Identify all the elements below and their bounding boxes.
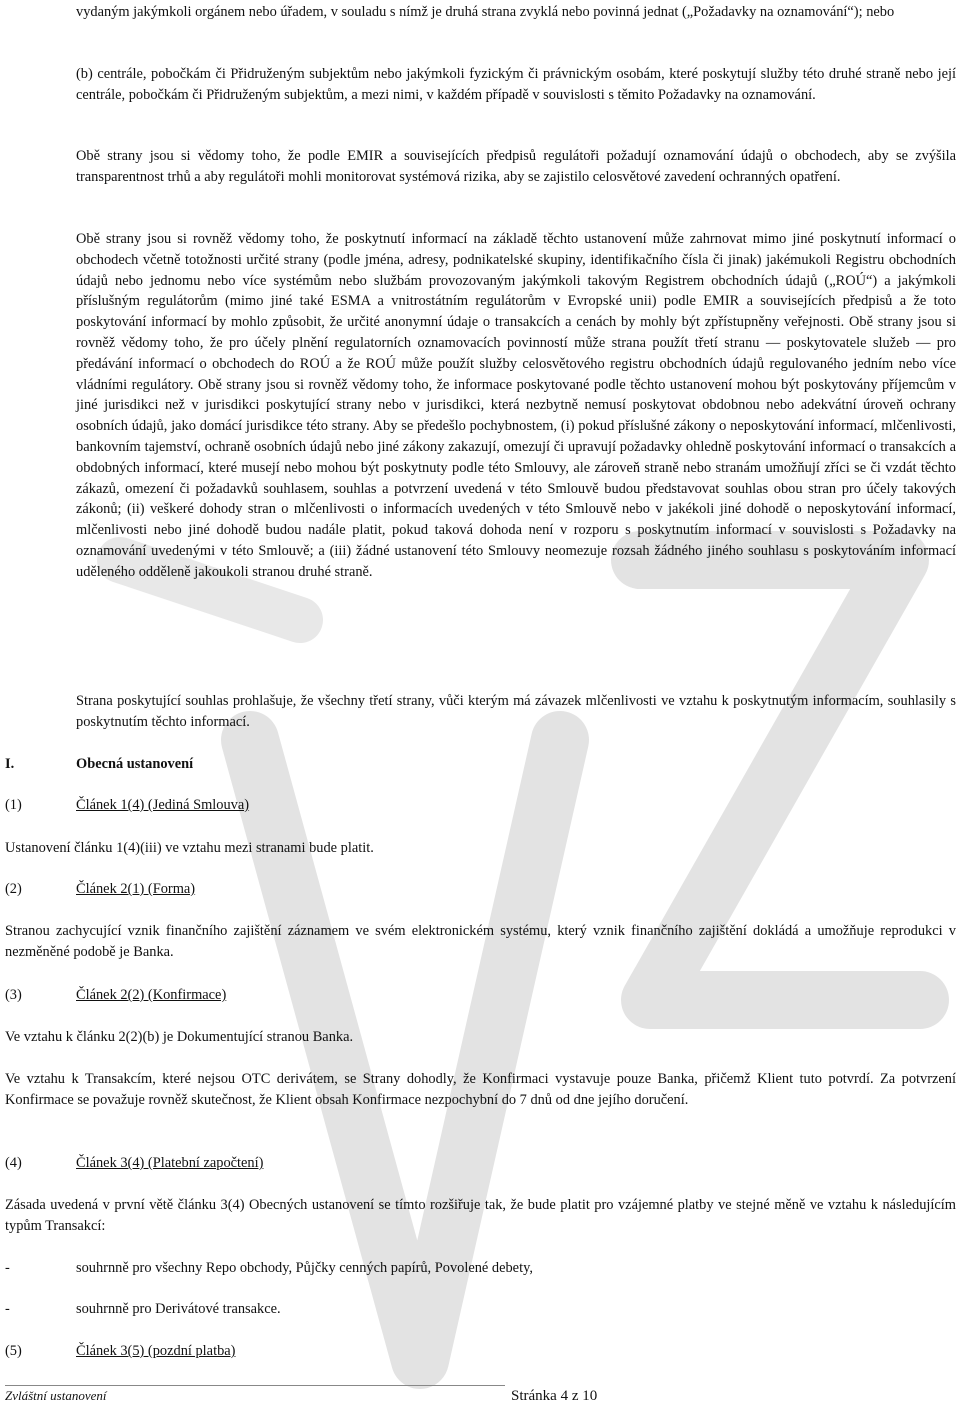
list-dash: -: [5, 1301, 10, 1317]
article-title: Článek 3(5) (pozdní platba): [76, 1343, 236, 1359]
list-item: [5, 1258, 533, 1279]
list-item-text: souhrnně pro všechny Repo obchody, Půjčky cenných papírů, Povolené debety,: [76, 1260, 533, 1276]
article-heading-2: [5, 879, 195, 900]
article-title: Článek 3(4) (Platební započtení): [76, 1155, 264, 1171]
paragraph-p2: (b) centrále, pobočkám či Přidruženým subjektům nebo jakýmkoli fyzickým či právnickým osobám, které poskytují služby této druhé straně nebo její centrále, pobočkám či Přidruženým subjektům, a mezi nimi, v každém případě v souvislosti s těmito Požadavky na oznamování.: [76, 66, 956, 103]
paragraph-p3: Obě strany jsou si vědomy toho, že podle EMIR a souvisejících předpisů regulátoři požadují oznamování údajů o obchodech, aby se zvýšila transparentnost trhů a aby regulátoři mohli monitorovat systémová rizika, aby se zajistilo celosvětové zavedení ochranných opatření.: [76, 148, 956, 185]
article-number: (1): [5, 797, 22, 813]
article-3-text-b: Ve vztahu k Transakcím, které nejsou OTC derivátem, se Strany dohodly, že Konfirmaci vystavuje pouze Banka, přičemž Klient tuto potvrdí. Za potvrzení Konfirmace se považuje rovněž skutečnost, že Klient obsah Konfirmace nezpochybní do 7 dnů od dne jejího doručení.: [5, 1071, 956, 1108]
article-3-text-a: Ve vztahu k článku 2(2)(b) je Dokumentující stranou Banka.: [5, 1029, 354, 1045]
paragraph-p5: Strana poskytující souhlas prohlašuje, že všechny třetí strany, vůči kterým má závazek mlčenlivosti ve vztahu k poskytnutým informacím, souhlasily s poskytnutím těchto informací.: [76, 693, 956, 730]
paragraph-p1: vydaným jakýmkoli orgánem nebo úřadem, v souladu s nímž je druhá strana zvyklá nebo povinná jednat („Požadavky na oznamování“); nebo: [76, 4, 895, 20]
article-title: Článek 2(1) (Forma): [76, 881, 196, 897]
section-number: I.: [5, 756, 15, 772]
list-dash: -: [5, 1260, 10, 1276]
article-heading-1: [5, 795, 249, 816]
footer-document-name: Zvláštní ustanovení: [5, 1388, 107, 1403]
article-2-text: Stranou zachycující vznik finančního zajištění záznamem ve svém elektronickém systému, který vznik finančního zajištění dokládá a umožňuje reprodukci v nezměněné podobě je Banka.: [5, 923, 956, 960]
article-number: (3): [5, 987, 22, 1003]
article-number: (5): [5, 1343, 22, 1359]
article-title: Článek 2(2) (Konfirmace): [76, 987, 227, 1003]
article-number: (2): [5, 881, 22, 897]
footer-page-number: Stránka 4 z 10: [511, 1388, 598, 1404]
article-1-text: Ustanovení článku 1(4)(iii) ve vztahu mezi stranami bude platit.: [5, 840, 374, 856]
list-item-text: souhrnně pro Derivátové transakce.: [76, 1301, 281, 1317]
article-heading-3: [5, 985, 226, 1006]
list-item: [5, 1299, 281, 1320]
article-heading-5: [5, 1341, 235, 1362]
article-number: (4): [5, 1155, 22, 1171]
footer-divider: [5, 1385, 505, 1386]
section-heading: [5, 754, 193, 775]
section-title: Obecná ustanovení: [76, 756, 194, 772]
paragraph-p4: Obě strany jsou si rovněž vědomy toho, že poskytnutí informací na základě těchto ustanovení může zahrnovat mimo jiné poskytnutí informací o obchodech včetně totožnosti určité strany (podle jména, adresy, podnikatelské skupiny, identifikačního čísla či jinak) jakémukoli Registru obchodních údajů nebo jednomu nebo více systémům nebo službám provozovaným jakýmkoli takovým Registrem obchodních údajů („ROÚ“) a jakýmkoli příslušným regulátorům (mimo jiné také ESMA a vnitrostátním regulátorům v Evropské unii) podle EMIR a souvisejících předpisů a že toto poskytování informací by mohlo způsobit, že určité anonymní údaje o transakcích a cenách by mohly být zpřístupněny veřejnosti. Obě strany jsou si rovněž vědomy toho, že pro účely plnění regulatorních oznamovacích povinností může strana použít třetí stranu — poskytovatele služeb — pro předávání informací o obchodech do ROÚ a že ROÚ může použít služby celosvětového registru obchodních údajů regulovaného jedním nebo více vládními regulátory. Obě strany jsou si rovněž vědomy toho, že informace poskytované podle těchto ustanovení mohou být poskytovány příjemcům v jiné jurisdikci než v jurisdikci poskytující strany nebo v jurisdikci, která nezbytně nemusí poskytovat obdobnou nebo adekvátní úroveň ochrany osobních údajů, jako domácí jurisdikce této strany. Aby se předešlo pochybnostem, (i) pokud příslušné zákony o neposkytování informací, mlčenlivosti, bankovním tajemství, ochraně osobních údajů nebo jiné zákony zakazují, omezují či upravují požadavky ohledně poskytování informací o transakcích a obdobných informací, které musejí nebo mohou být poskytnuty podle této Smlouvy, ale zároveň straně nebo stranám umožňují zříci se či vzdát těchto zákazů, omezení či požadavků souhlasem, souhlas a potvrzení uvedená v této Smlouvě budou představovat souhlas obou stran pro účely takových zákonů; (ii) veškeré dohody stran o mlčenlivosti o informacích uvedených v této Smlouvě nebo v jakékoli jiné dohodě o neposkytování informací, mlčenlivosti nebo jiné dohodě budou nadále platit, pokud taková dohoda není v rozporu s poskytnutím informací v souvislosti s Požadavky na oznamování uvedenými v této Smlouvě; a (iii) žádné ustanovení této Smlouvy neomezuje rozsah žádného jiného souhlasu s poskytováním informací uděleného odděleně jakoukoli stranou druhé straně.: [76, 231, 956, 580]
article-4-text: Zásada uvedená v první větě článku 3(4) Obecných ustanovení se tímto rozšiřuje tak, že bude platit pro vzájemné platby ve stejné měně ve vztahu k následujícím typům Transakcí:: [5, 1197, 956, 1234]
article-title: Článek 1(4) (Jediná Smlouva): [76, 797, 250, 813]
article-heading-4: [5, 1153, 263, 1174]
